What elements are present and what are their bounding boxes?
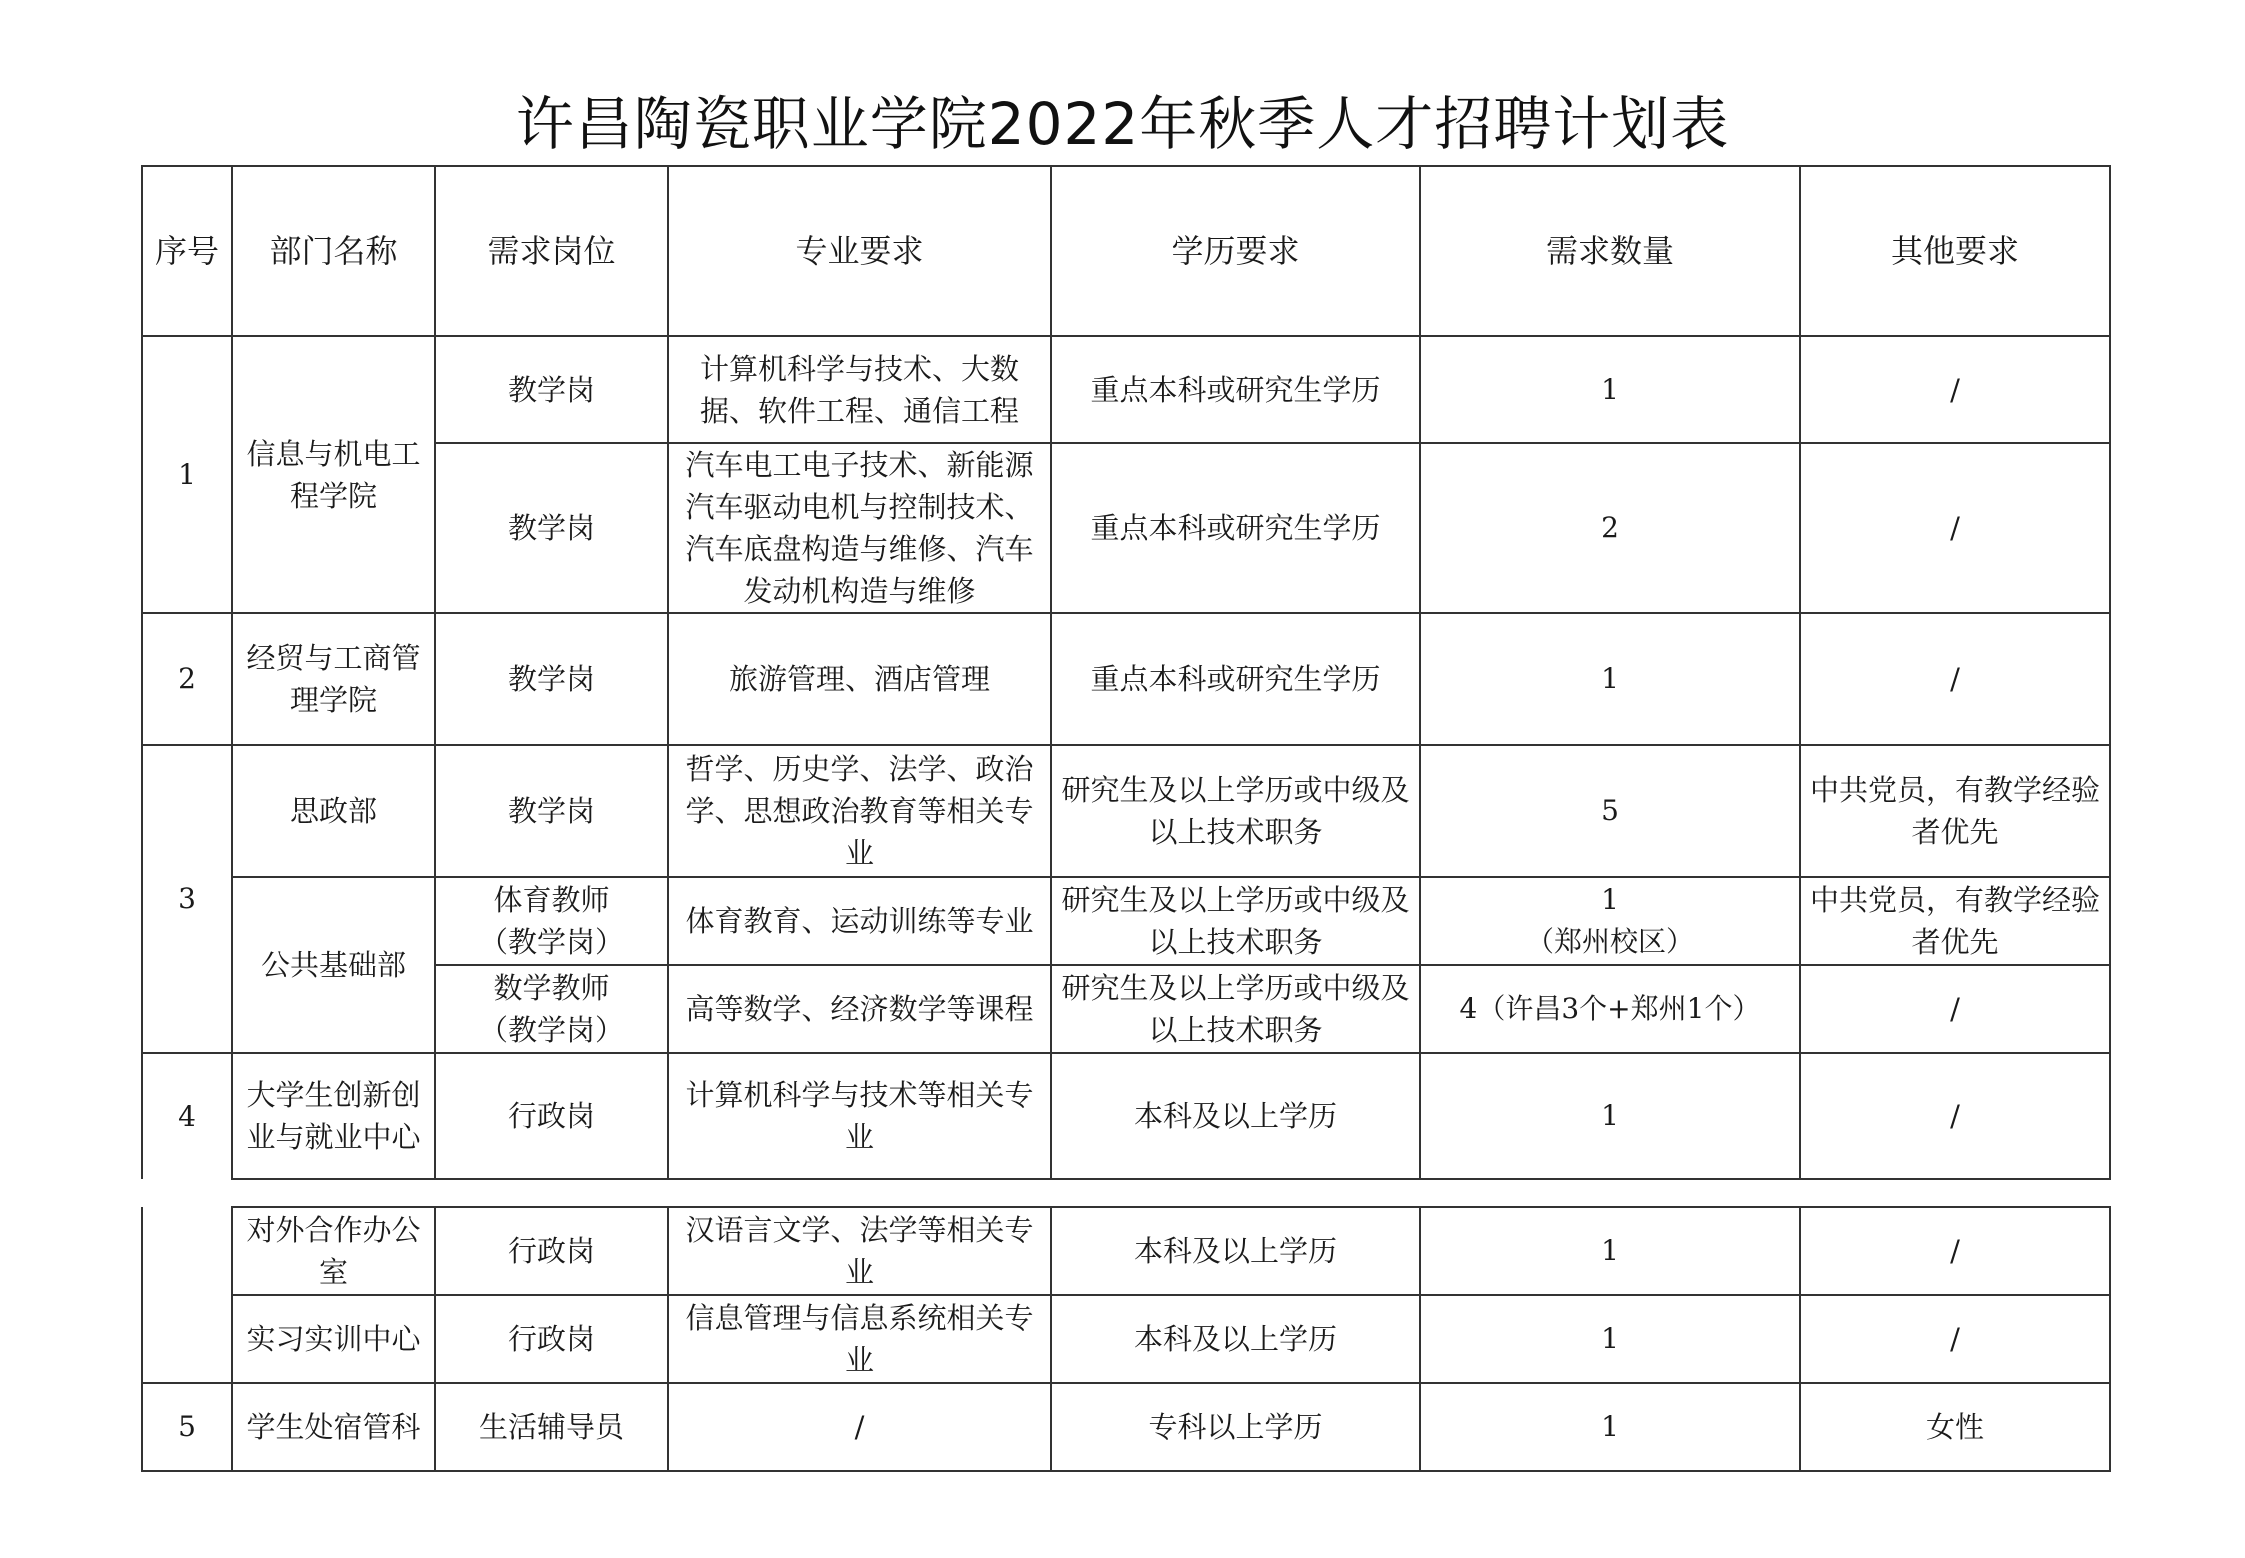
department-cell: 大学生创新创业与就业中心	[232, 1053, 435, 1179]
major-cell: 信息管理与信息系统相关专业	[668, 1295, 1051, 1383]
other-cell: /	[1800, 965, 2110, 1053]
position-cell: 教学岗	[435, 443, 668, 613]
position-cell	[435, 877, 668, 965]
position-cell	[435, 965, 668, 1053]
header-quantity: 需求数量	[1420, 166, 1800, 336]
major-cell: 计算机科学与技术等相关专业	[668, 1053, 1051, 1179]
position-cell: 生活辅导员	[435, 1383, 668, 1471]
quantity-cell: 1	[1420, 1383, 1800, 1471]
education-cell: 本科及以上学历	[1051, 1295, 1420, 1383]
seq-cell: 5	[142, 1383, 232, 1471]
quantity-cell: 5	[1420, 745, 1800, 877]
header-major: 专业要求	[668, 166, 1051, 336]
other-cell: /	[1800, 443, 2110, 613]
recruitment-table-part-2	[141, 1206, 2111, 1472]
department-cell: 信息与机电工程学院	[232, 336, 435, 613]
education-cell: 研究生及以上学历或中级及以上技术职务	[1051, 877, 1420, 965]
quantity-cell: 4（许昌3个+郑州1个）	[1420, 965, 1800, 1053]
department-cell: 学生处宿管科	[232, 1383, 435, 1471]
position-cell: 教学岗	[435, 745, 668, 877]
seq-cell: 3	[142, 745, 232, 1053]
major-cell: 汽车电工电子技术、新能源汽车驱动电机与控制技术、汽车底盘构造与维修、汽车发动机构造与维修	[668, 443, 1051, 613]
table-row	[142, 1383, 2110, 1471]
education-cell: 本科及以上学历	[1051, 1053, 1420, 1179]
education-cell: 专科以上学历	[1051, 1383, 1420, 1471]
position-line: （教学岗）	[478, 1013, 624, 1047]
header-seq: 序号	[142, 166, 232, 336]
department-cell: 经贸与工商管理学院	[232, 613, 435, 745]
quantity-line: （郑州校区）	[1525, 925, 1694, 958]
position-cell: 行政岗	[435, 1295, 668, 1383]
table-row	[142, 877, 2110, 965]
position-line: 数学教师	[493, 971, 610, 1005]
department-cell: 公共基础部	[232, 877, 435, 1053]
table-row	[142, 613, 2110, 745]
education-cell: 重点本科或研究生学历	[1051, 336, 1420, 443]
page-title: 许昌陶瓷职业学院2022年秋季人才招聘计划表	[515, 90, 1730, 158]
quantity-line: 1	[1601, 883, 1619, 916]
seq-cell: 4	[142, 1053, 232, 1179]
other-cell: 中共党员，有教学经验者优先	[1800, 877, 2110, 965]
other-cell: /	[1800, 613, 2110, 745]
header-other: 其他要求	[1800, 166, 2110, 336]
education-cell: 本科及以上学历	[1051, 1207, 1420, 1295]
department-cell: 对外合作办公室	[232, 1207, 435, 1295]
major-cell: 汉语言文学、法学等相关专业	[668, 1207, 1051, 1295]
quantity-cell: 1	[1420, 336, 1800, 443]
table-row	[142, 745, 2110, 877]
education-cell: 研究生及以上学历或中级及以上技术职务	[1051, 745, 1420, 877]
header-row	[142, 166, 2110, 336]
major-cell: 体育教育、运动训练等专业	[668, 877, 1051, 965]
seq-cell: 2	[142, 613, 232, 745]
education-cell: 重点本科或研究生学历	[1051, 613, 1420, 745]
position-cell: 行政岗	[435, 1207, 668, 1295]
recruitment-table-part-1	[141, 165, 2111, 1180]
position-line: （教学岗）	[478, 925, 624, 959]
major-cell: 哲学、历史学、法学、政治学、思想政治教育等相关专业	[668, 745, 1051, 877]
other-cell: 中共党员，有教学经验者优先	[1800, 745, 2110, 877]
education-cell: 重点本科或研究生学历	[1051, 443, 1420, 613]
other-cell: /	[1800, 1207, 2110, 1295]
header-education: 学历要求	[1051, 166, 1420, 336]
quantity-cell: 1	[1420, 1295, 1800, 1383]
table-row	[142, 965, 2110, 1053]
table-row	[142, 1207, 2110, 1295]
header-position: 需求岗位	[435, 166, 668, 336]
header-department: 部门名称	[232, 166, 435, 336]
table-row	[142, 336, 2110, 443]
major-cell: /	[668, 1383, 1051, 1471]
education-cell: 研究生及以上学历或中级及以上技术职务	[1051, 965, 1420, 1053]
other-cell: /	[1800, 336, 2110, 443]
table-row	[142, 1295, 2110, 1383]
position-cell: 行政岗	[435, 1053, 668, 1179]
quantity-cell: 1	[1420, 1207, 1800, 1295]
other-cell: /	[1800, 1053, 2110, 1179]
table-row	[142, 1053, 2110, 1179]
seq-cell: 1	[142, 336, 232, 613]
position-line: 体育教师	[493, 883, 610, 917]
other-cell: 女性	[1800, 1383, 2110, 1471]
major-cell: 旅游管理、酒店管理	[668, 613, 1051, 745]
quantity-cell: 1	[1420, 613, 1800, 745]
quantity-cell: 1	[1420, 1053, 1800, 1179]
quantity-cell: 2	[1420, 443, 1800, 613]
department-cell: 思政部	[232, 745, 435, 877]
major-cell: 计算机科学与技术、大数据、软件工程、通信工程	[668, 336, 1051, 443]
major-cell: 高等数学、经济数学等课程	[668, 965, 1051, 1053]
other-cell: /	[1800, 1295, 2110, 1383]
position-cell: 教学岗	[435, 613, 668, 745]
seq-cell-continued	[142, 1207, 232, 1383]
department-cell: 实习实训中心	[232, 1295, 435, 1383]
position-cell: 教学岗	[435, 336, 668, 443]
table-row	[142, 443, 2110, 613]
quantity-cell	[1420, 877, 1800, 965]
